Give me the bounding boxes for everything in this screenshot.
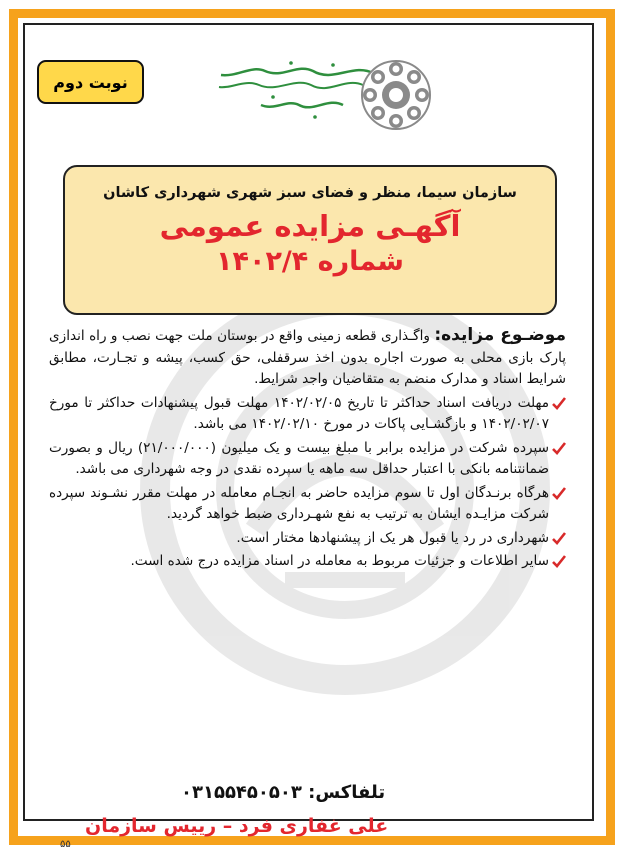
notice-number: شماره ۱۴۰۲/۴ [216, 246, 404, 277]
item-text: مهلت دریافت اسناد حداکثر تا تاریخ ۱۴۰۲/۰۲/۰۵ مهلت قبول پیشنهادات حداکثر تا مورخ ۱۴۰۲/۰۲/۰۷ و بازگشـایی پاکات در مورخ ۱۴۰۲/۰۲/۱۰ می باشد. [49, 394, 549, 432]
subject-text: واگـذاری قطعه زمینی واقع در بوستان ملت جهت نصب و راه اندازی پارک بازی محلی به صورت اجاره بدون اخذ سرقفلی، حق کسب، پیشه و تجـارت، مطابق شرایط اسناد و مدارک منضم به متقاضیان واجد شرایط. [49, 328, 566, 387]
list-item [49, 528, 566, 550]
notice-header [63, 165, 557, 315]
page-number: ۵۵ [60, 839, 71, 850]
notice-body [49, 325, 566, 573]
subject-paragraph [49, 325, 566, 391]
list-item [49, 483, 566, 526]
item-text: شهرداری در رد یا قبول هر یک از پیشنهادها مختار است. [236, 529, 549, 546]
organization-name: سازمان سیما، منظر و فضای سبز شهری شهرداری کاشان [103, 185, 517, 201]
subject-label: موضـوع مزایده: [434, 325, 566, 345]
list-item [49, 551, 566, 573]
fax-number: ۰۳۱۵۵۴۵۰۵۰۳ [181, 782, 302, 803]
item-text: هرگاه برنـدگان اول تا سوم مزایده حاضر به انجـام معامله در مهلت مقرر نشـوند سپرده شرکت مزایـده ایشان به ترتیب به نفع شهـرداری ضبط خواهد گردید. [49, 484, 549, 522]
item-text: سپرده شرکت در مزایده برابر با مبلغ بیست و یک میلیون (۲۱/۰۰۰/۰۰۰) ریال و بصورت ضمانتنامه بانکی با اعتبار حداقل سه ماهه یا سپرده نقدی در وجه شهرداری می باشد. [49, 439, 549, 477]
round-badge: نوبت دوم [37, 60, 144, 104]
contact-line [181, 782, 385, 803]
check-icon [552, 397, 566, 410]
check-icon [552, 555, 566, 568]
municipality-emblem-icon [359, 58, 433, 132]
check-icon [552, 442, 566, 455]
item-text: سایر اطلاعات و جزئیات مربوط به معامله در اسناد مزایده درج شده است. [130, 553, 549, 569]
organization-logo-text [213, 55, 383, 130]
check-icon [552, 487, 566, 500]
signature-line: علی غفاری فرد – رییس سازمان [85, 815, 389, 837]
list-item [49, 438, 566, 481]
list-item [49, 393, 566, 436]
notice-title: آگهـی مزایده عمومی [159, 209, 461, 243]
check-icon [552, 532, 566, 545]
notice-panel [23, 23, 594, 850]
fax-label: تلفاکس: [308, 782, 386, 803]
